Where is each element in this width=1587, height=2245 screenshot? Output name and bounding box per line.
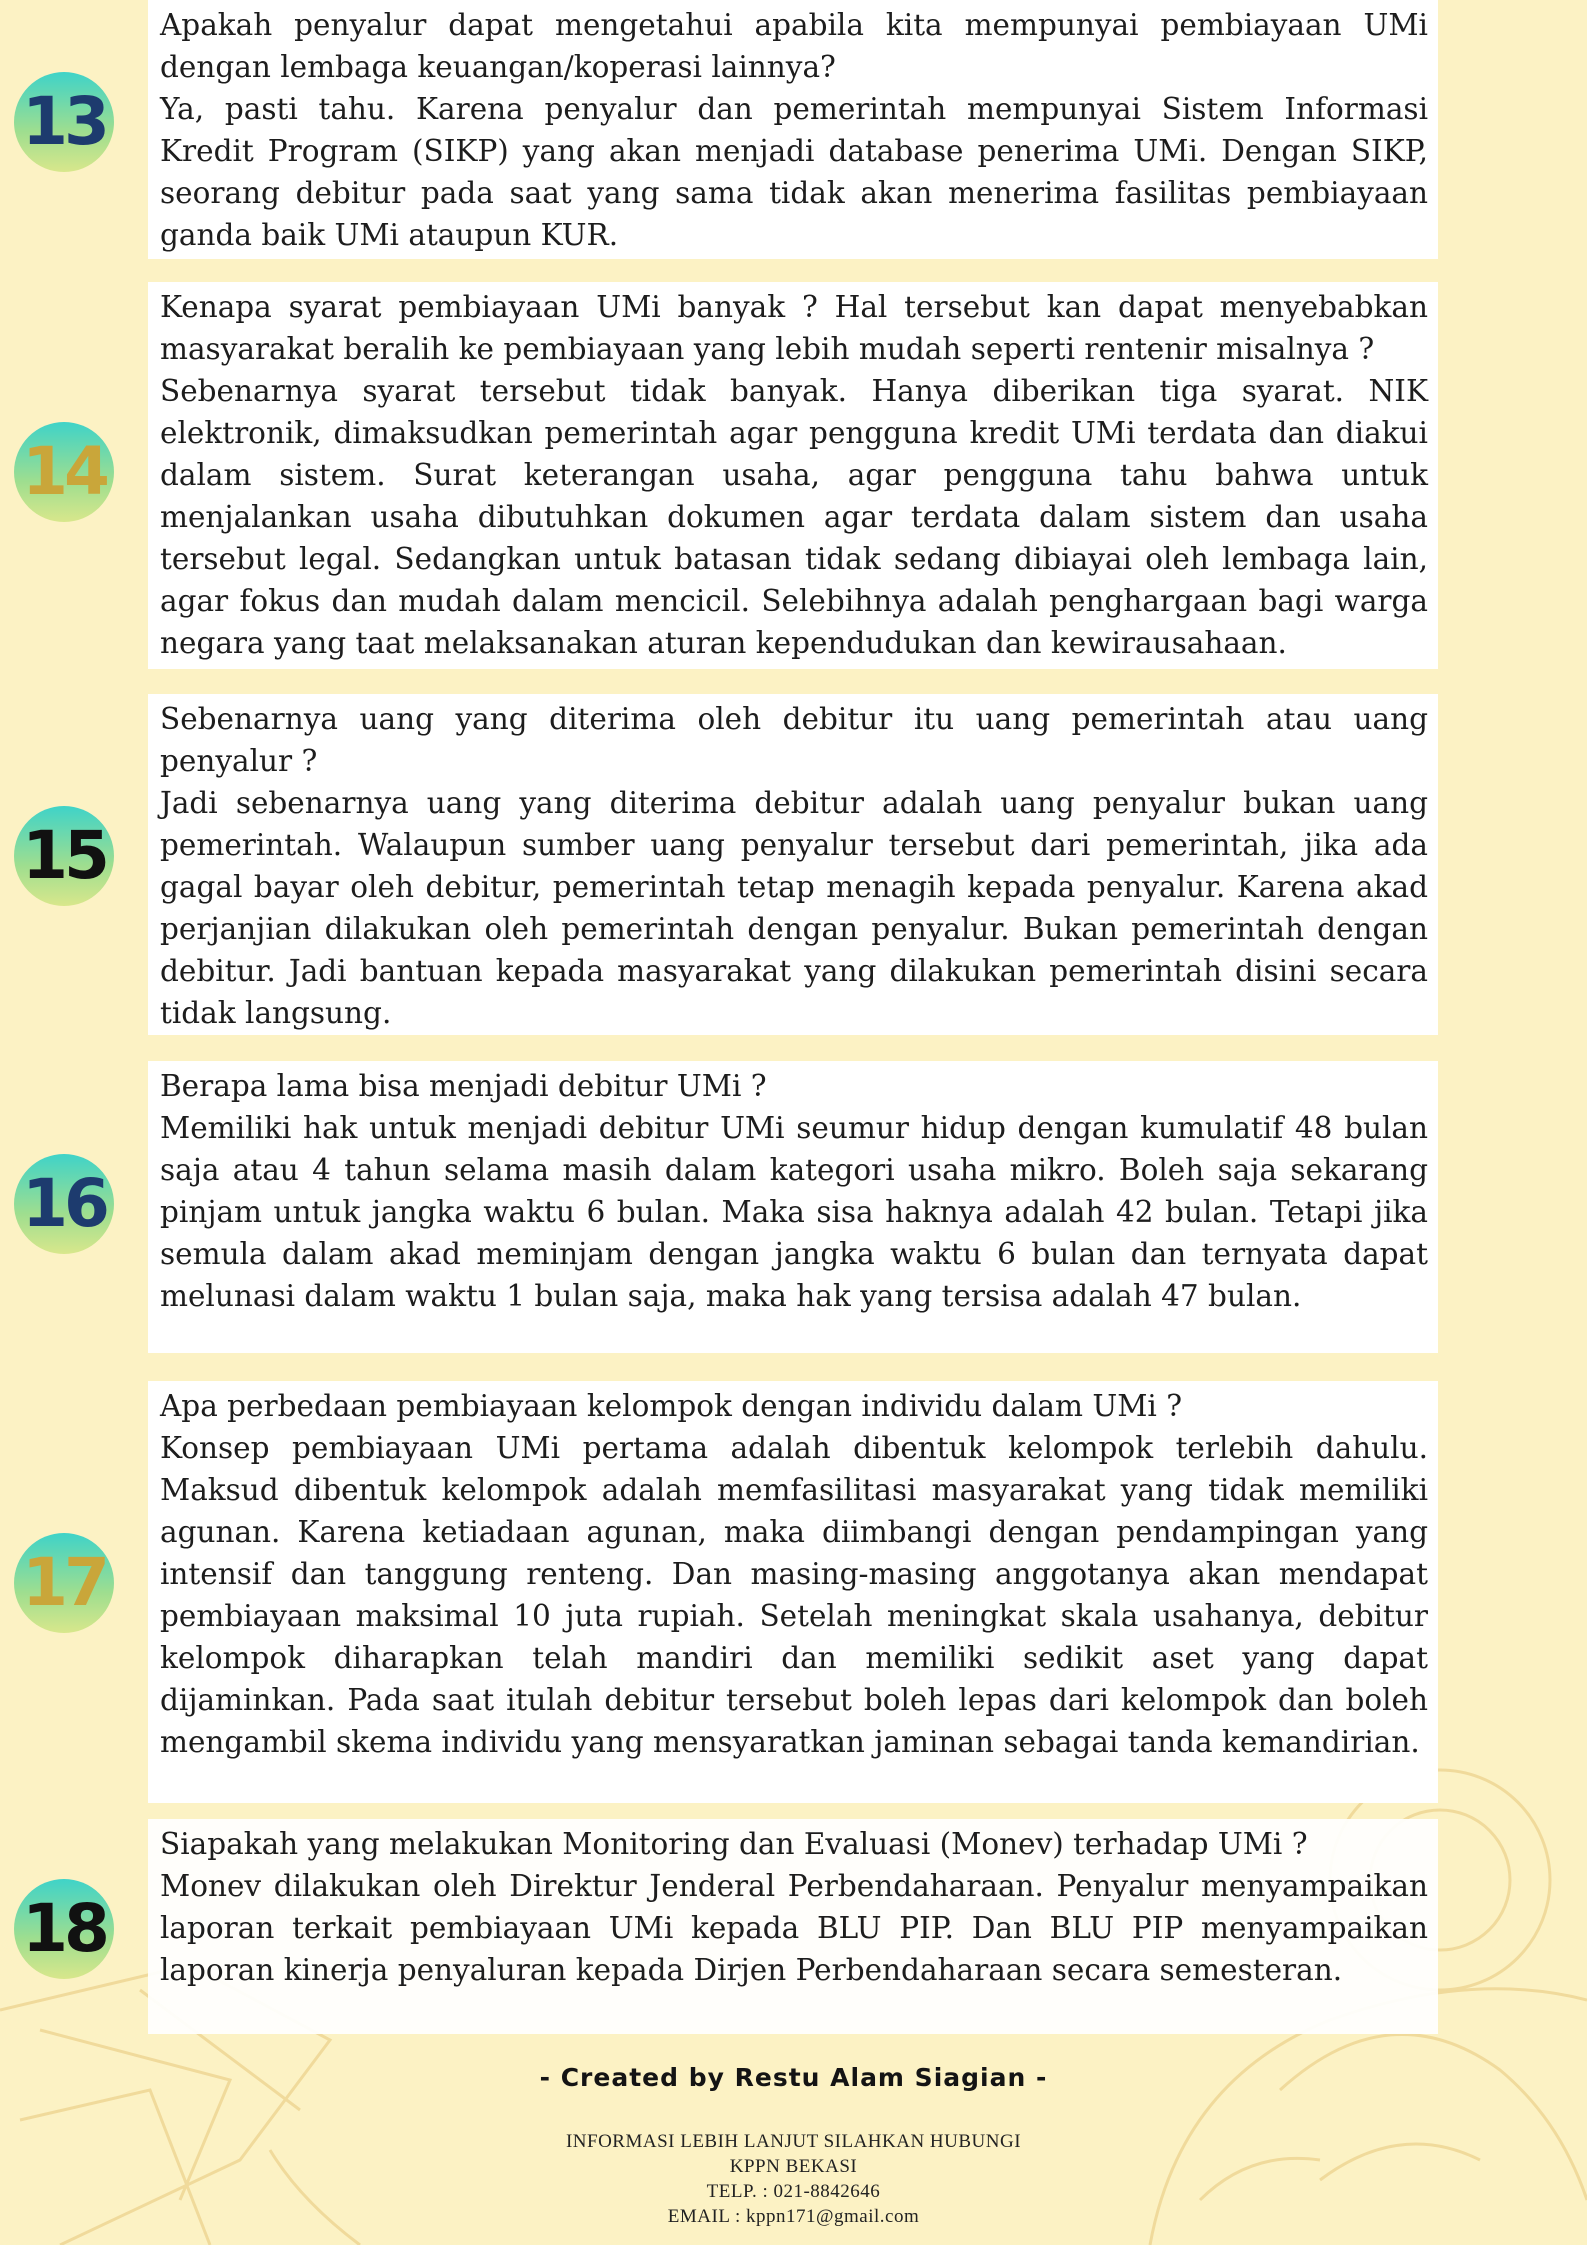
faq-answer: Jadi sebenarnya uang yang diterima debitur adalah uang penyalur bukan uang pemerintah. Walaupun sumber uang penyalur tersebut dari pemerintah, jika ada gagal bayar oleh debitur, pemerintah tetap menagih kepada penyalur. Karena akad perjanjian dilakukan oleh pemerintah dengan penyalur. Bukan pemerintah dengan debitur. Jadi bantuan kepada masyarakat yang dilakukan pemerintah disini secara tidak langsung. <box>160 786 1428 1030</box>
faq-number: 13 <box>22 83 106 160</box>
faq-question: Apakah penyalur dapat mengetahui apabila kita mempunyai pembiayaan UMi dengan lembaga keuangan/koperasi lainnya? <box>160 8 1428 84</box>
office-name: KPPN BEKASI <box>729 2156 858 2177</box>
faq-number: 15 <box>22 817 106 894</box>
faq-card <box>148 282 1438 669</box>
faq-number-badge <box>14 806 114 906</box>
faq-number-badge <box>14 1533 114 1633</box>
faq-answer: Ya, pasti tahu. Karena penyalur dan pemerintah mempunyai Sistem Informasi Kredit Program (SIKP) yang akan menjadi database penerima UMi. Dengan SIKP, seorang debitur pada saat yang sama tidak akan menerima fasilitas pembiayaan ganda baik UMi ataupun KUR. <box>160 92 1428 252</box>
faq-card <box>148 694 1438 1035</box>
faq-number: 17 <box>22 1544 106 1621</box>
faq-number: 16 <box>22 1165 106 1242</box>
faq-question: Apa perbedaan pembiayaan kelompok dengan individu dalam UMi ? <box>160 1389 1183 1423</box>
faq-card <box>148 1819 1438 2034</box>
faq-number-badge <box>14 72 114 172</box>
author-credit: - Created by Restu Alam Siagian - <box>539 2063 1048 2092</box>
faq-card <box>148 0 1438 259</box>
faq-answer: Konsep pembiayaan UMi pertama adalah dibentuk kelompok terlebih dahulu. Maksud dibentuk kelompok adalah memfasilitasi masyarakat yang tidak memiliki agunan. Karena ketiadaan agunan, maka diimbangi dengan pendampingan yang intensif dan tanggung renteng. Dan masing-masing anggotanya akan mendapat pembiayaan maksimal 10 juta rupiah. Setelah meningkat skala usahanya, debitur kelompok diharapkan telah mandiri dan memiliki sedikit aset yang dapat dijaminkan. Pada saat itulah debitur tersebut boleh lepas dari kelompok dan boleh mengambil skema individu yang mensyaratkan jaminan sebagai tanda kemandirian. <box>160 1431 1428 1759</box>
contact-heading: INFORMASI LEBIH LANJUT SILAHKAN HUBUNGI <box>565 2131 1022 2152</box>
faq-number-badge <box>14 1154 114 1254</box>
faq-answer: Memiliki hak untuk menjadi debitur UMi seumur hidup dengan kumulatif 48 bulan saja atau 4 tahun selama masih dalam kategori usaha mikro. Boleh saja sekarang pinjam untuk jangka waktu 6 bulan. Maka sisa haknya adalah 42 bulan. Tetapi jika semula dalam akad meminjam dengan jangka waktu 6 bulan dan ternyata dapat melunasi dalam waktu 1 bulan saja, maka hak yang tersisa adalah 47 bulan. <box>160 1111 1428 1313</box>
contact-info <box>0 2129 1587 2229</box>
faq-card <box>148 1061 1438 1353</box>
faq-number-badge <box>14 422 114 522</box>
faq-card <box>148 1381 1438 1803</box>
faq-question: Kenapa syarat pembiayaan UMi banyak ? Hal tersebut kan dapat menyebabkan masyarakat beralih ke pembiayaan yang lebih mudah seperti rentenir misalnya ? <box>160 290 1428 366</box>
faq-question: Siapakah yang melakukan Monitoring dan Evaluasi (Monev) terhadap UMi ? <box>160 1827 1308 1861</box>
faq-question: Sebenarnya uang yang diterima oleh debitur itu uang pemerintah atau uang penyalur ? <box>160 702 1428 778</box>
faq-number-badge <box>14 1879 114 1979</box>
email-address: EMAIL : kppn171@gmail.com <box>667 2206 920 2227</box>
phone-number: TELP. : 021-8842646 <box>706 2181 881 2202</box>
faq-question: Berapa lama bisa menjadi debitur UMi ? <box>160 1069 767 1103</box>
faq-number: 14 <box>22 433 106 510</box>
faq-answer: Sebenarnya syarat tersebut tidak banyak. Hanya diberikan tiga syarat. NIK elektronik, dimaksudkan pemerintah agar pengguna kredit UMi terdata dan diakui dalam sistem. Surat keterangan usaha, agar pengguna tahu bahwa untuk menjalankan usaha dibutuhkan dokumen agar terdata dalam sistem dan usaha tersebut legal. Sedangkan untuk batasan tidak sedang dibiayai oleh lembaga lain, agar fokus dan mudah dalam mencicil. Selebihnya adalah penghargaan bagi warga negara yang taat melaksanakan aturan kependudukan dan kewirausahaan. <box>160 374 1428 660</box>
faq-number: 18 <box>22 1890 106 1967</box>
faq-answer: Monev dilakukan oleh Direktur Jenderal Perbendaharaan. Penyalur menyampaikan laporan terkait pembiayaan UMi kepada BLU PIP. Dan BLU PIP menyampaikan laporan kinerja penyaluran kepada Dirjen Perbendaharaan secara semesteran. <box>160 1869 1428 1987</box>
